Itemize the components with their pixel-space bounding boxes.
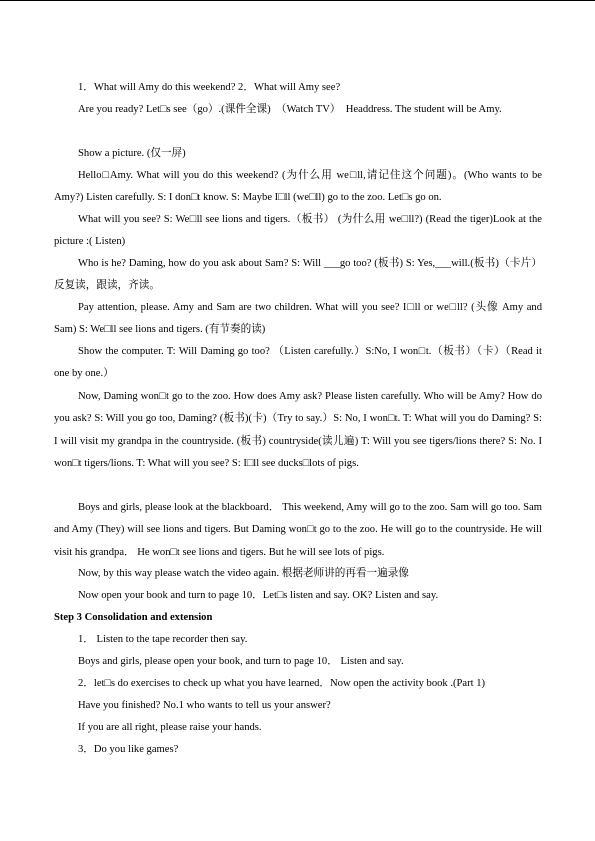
paragraph-questions: 1．What will Amy do this weekend? 2．What will Amy see? xyxy=(78,82,341,93)
paragraph-open-book: Now open your book and turn to page 10．Let□s listen and say. OK? Listen and say. xyxy=(78,590,439,601)
step3-item-2: 2．let□s do exercises to check up what you have learned．Now open the activity book .(Part 1) xyxy=(78,678,486,689)
paragraph-hello-amy: Hello□Amy. What will you do this weekend? (为什么用 we□ll,请记住这个问题)。(Who wants to be Amy?) Listen carefully. S: I don□t know. S: Maybe I□ll (we□ll) go to the zoo. Let□s go on. xyxy=(54,170,542,204)
paragraph-watch-video: Now, by this way please watch the video again. 根据老师讲的再看一遍录像 xyxy=(78,568,409,579)
paragraph-ready: Are you ready? Let□s see（go）.(课件全课) （Watch TV） Headdress. The student will be Amy. xyxy=(78,104,502,115)
paragraph-show-picture: Show a picture. (仅一屏) xyxy=(78,148,186,159)
paragraph-pay-attention: Pay attention, please. Amy and Sam are two children. What will you see? I□ll or we□ll? (头像 Amy and Sam) S: We□ll see lions and tigers. (有节奏的读) xyxy=(54,302,542,336)
step3-raise-hands: If you are all right, please raise your hands. xyxy=(78,722,262,733)
paragraph-who-is-he: Who is he? Daming, how do you ask about Sam? S: Will ___go too? (板书) S: Yes,___will.(板书)（卡片）反复读，跟读，齐读。 xyxy=(54,258,542,292)
step3-finished: Have you finished? No.1 who wants to tell us your answer? xyxy=(78,700,331,711)
step3-item-3: 3．Do you like games? xyxy=(78,744,179,755)
paragraph-blackboard: Boys and girls, please look at the blackboard． This weekend, Amy will go to the zoo. Sam will go too. Sam and Amy (They) will see lions and tigers. But Daming won□t go to the zoo. He will go to the countryside. He will visit his grandpa． He won□t see lions and tigers. But he will see lots of pigs. xyxy=(54,502,542,558)
paragraph-show-computer: Show the computer. T: Will Daming go too? （Listen carefully.）S:No, I won□t.（板书）（卡）（Read it one by one.） xyxy=(54,346,542,380)
step3-open-book: Boys and girls, please open your book, and turn to page 10． Listen and say. xyxy=(78,656,404,667)
step3-heading: Step 3 Consolidation and extension xyxy=(54,612,213,623)
paragraph-what-will-you-see: What will you see? S: We□ll see lions and tigers.（板书） (为什么用 we□ll?) (Read the tiger)Look at the picture :( Listen) xyxy=(54,214,542,248)
step3-item-1: 1． Listen to the tape recorder then say. xyxy=(78,634,248,645)
paragraph-daming: Now, Daming won□t go to the zoo. How does Amy ask? Please listen carefully. Who will be Amy? How do you ask? S: Will you go too, Daming? (板书)(卡)（Try to say.）S: No, I won□t. T: What will you do Daming? S: I will visit my grandpa in the countryside. (板书) countryside(读儿遍) T: Will you see tigers/lions there? S: No. I won□t tigers/lions. T: What will you see? S: I□ll see ducks□lots of pigs. xyxy=(54,391,542,469)
